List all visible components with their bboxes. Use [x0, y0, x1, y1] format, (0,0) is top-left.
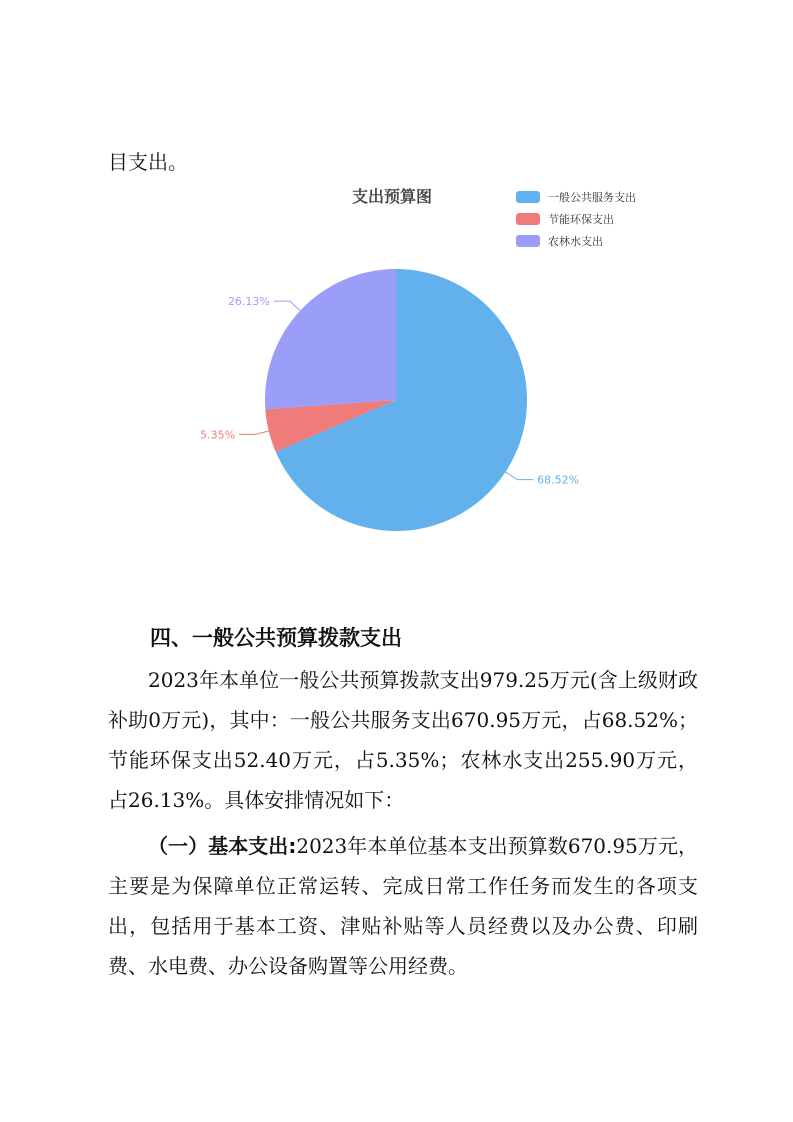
basic-expenditure-text: 2023年本单位基本支出预算数670.95万元，主要是为保障单位正常运转、完成日常工作任务而发生的各项支出，包括用于基本工资、津贴补贴等人员经费以及办公费、印刷费、水电费、办公设备购置等公用经费。: [108, 834, 698, 978]
leader-line: [505, 472, 533, 480]
legend-label: 节能环保支出: [548, 213, 614, 226]
slice-percent-label: 5.35%: [200, 428, 236, 442]
slice-percent-label: 26.13%: [227, 295, 270, 309]
paragraph-basic-expenditure: [108, 826, 698, 986]
slice-agriculture-forestry-water[interactable]: [265, 269, 396, 409]
section-heading: 四、一般公共预算拨款支出: [150, 626, 402, 650]
basic-expenditure-label: （一）基本支出:: [148, 834, 297, 858]
leader-line: [274, 301, 300, 311]
leader-line: [239, 431, 269, 434]
slice-percent-label: 68.52%: [537, 473, 580, 487]
legend-label: 农林水支出: [548, 235, 603, 248]
paragraph-appropriation-summary: 2023年本单位一般公共预算拨款支出979.25万元(含上级财政补助0万元)，其中：一般公共服务支出670.95万元，占68.52%；节能环保支出52.40万元，占5.35%；农林水支出255.90万元，占26.13%。具体安排情况如下：: [108, 668, 698, 812]
chart-title: 支出预算图: [352, 187, 433, 206]
legend-label: 一般公共服务支出: [548, 191, 636, 204]
intro-line: 目支出。: [108, 150, 188, 174]
